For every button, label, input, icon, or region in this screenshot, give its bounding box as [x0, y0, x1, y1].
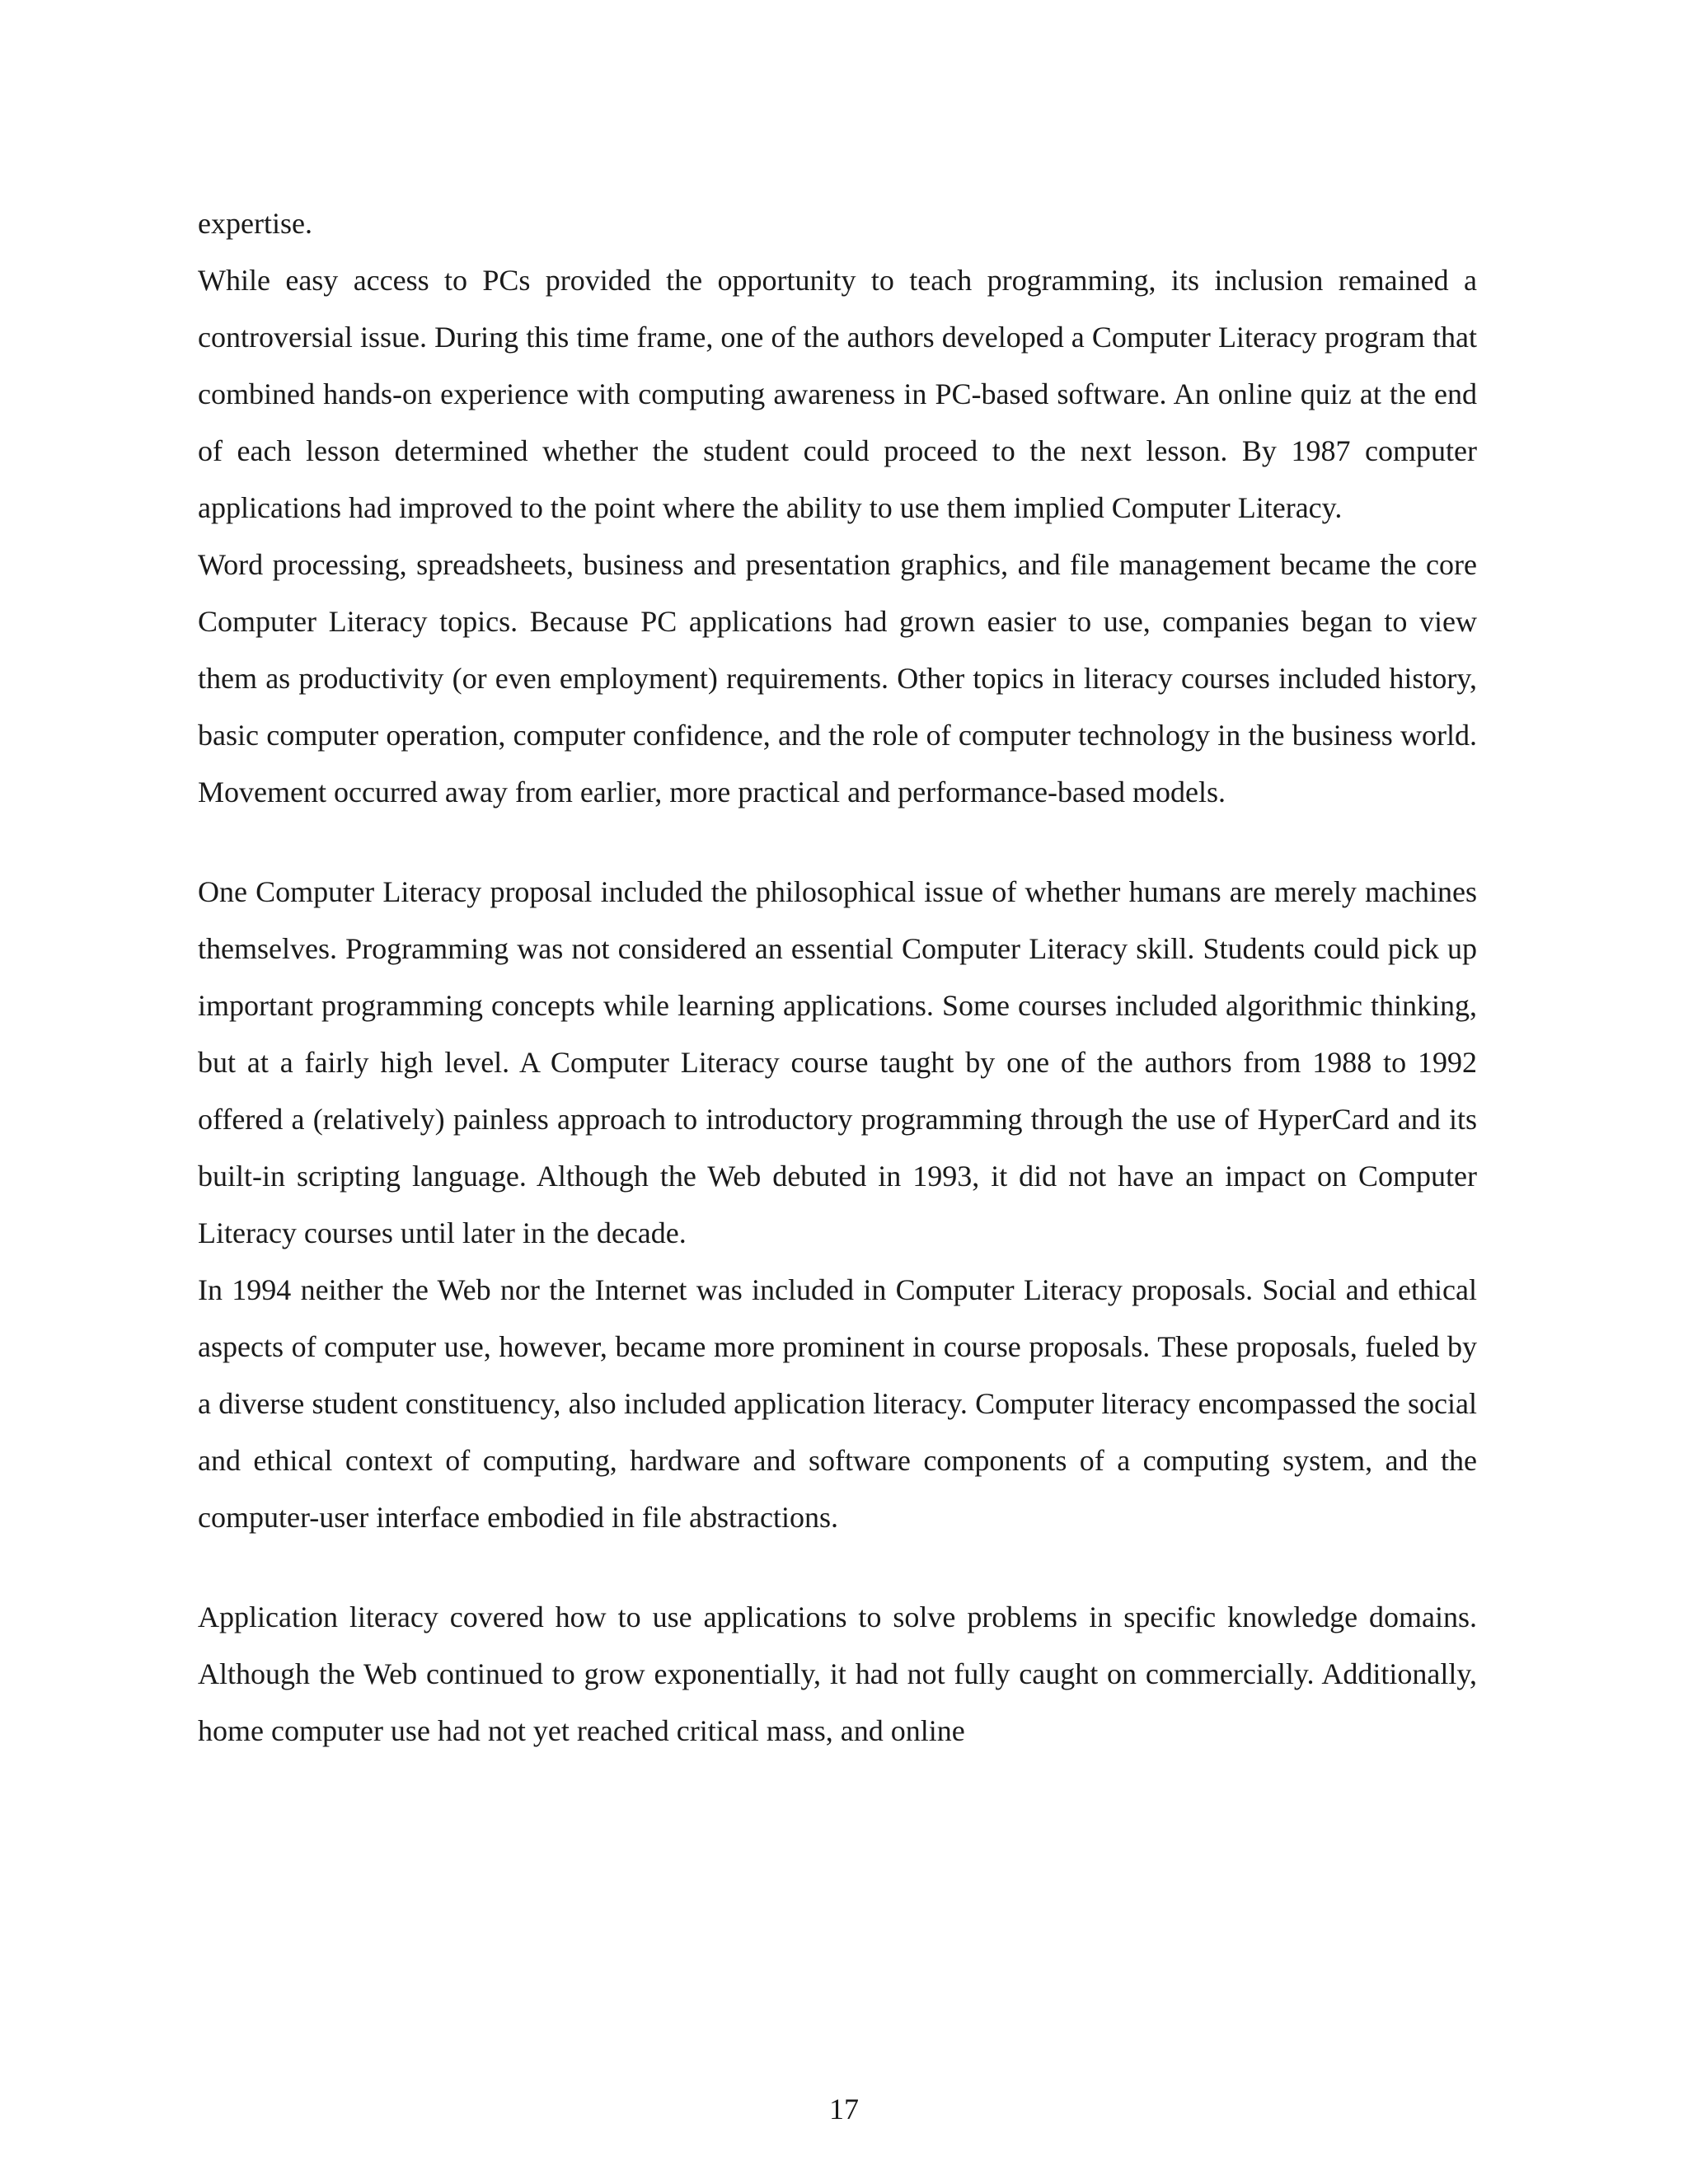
paragraph-6: Application literacy covered how to use applications to solve problems in specific knowledge domains. Although the Web continued to grow exponentially, it had not fully caught on commercially. Additionally, home computer use had not yet reached critical mass, and online [198, 1601, 1477, 1747]
body-text [198, 195, 1477, 1760]
page-number: 17 [829, 2093, 859, 2125]
paragraph-5: In 1994 neither the Web nor the Internet was included in Computer Literacy proposals. Social and ethical aspects of computer use, however, became more prominent in course proposals. These proposals, fueled by a diverse student constituency, also included application literacy. Computer literacy encompassed the social and ethical context of computing, hardware and software components of a computing system, and the computer-user interface embodied in file abstractions. [198, 1273, 1477, 1534]
paragraph-2: While easy access to PCs provided the opportunity to teach programming, its inclusion remained a controversial issue. During this time frame, one of the authors developed a Computer Literacy program that combined hands-on experience with computing awareness in PC-based software. An online quiz at the end of each lesson determined whether the student could proceed to the next lesson. By 1987 computer applications had improved to the point where the ability to use them implied Computer Literacy. [198, 264, 1477, 524]
paragraph-gap [198, 1546, 1477, 1589]
paragraph-1: expertise. [198, 207, 312, 240]
paragraph-3: Word processing, spreadsheets, business and presentation graphics, and file management became the core Computer Literacy topics. Because PC applications had grown easier to use, companies began to view them as productivity (or even employment) requirements. Other topics in literacy courses included history, basic computer operation, computer confidence, and the role of computer technology in the business world. Movement occurred away from earlier, more practical and performance-based models. [198, 548, 1477, 808]
paragraph-gap [198, 821, 1477, 864]
paragraph-4: One Computer Literacy proposal included the philosophical issue of whether humans are merely machines themselves. Programming was not considered an essential Computer Literacy skill. Students could pick up important programming concepts while learning applications. Some courses included algorithmic thinking, but at a fairly high level. A Computer Literacy course taught by one of the authors from 1988 to 1992 offered a (relatively) painless approach to introductory programming through the use of HyperCard and its built-in scripting language. Although the Web debuted in 1993, it did not have an impact on Computer Literacy courses until later in the decade. [198, 875, 1477, 1249]
